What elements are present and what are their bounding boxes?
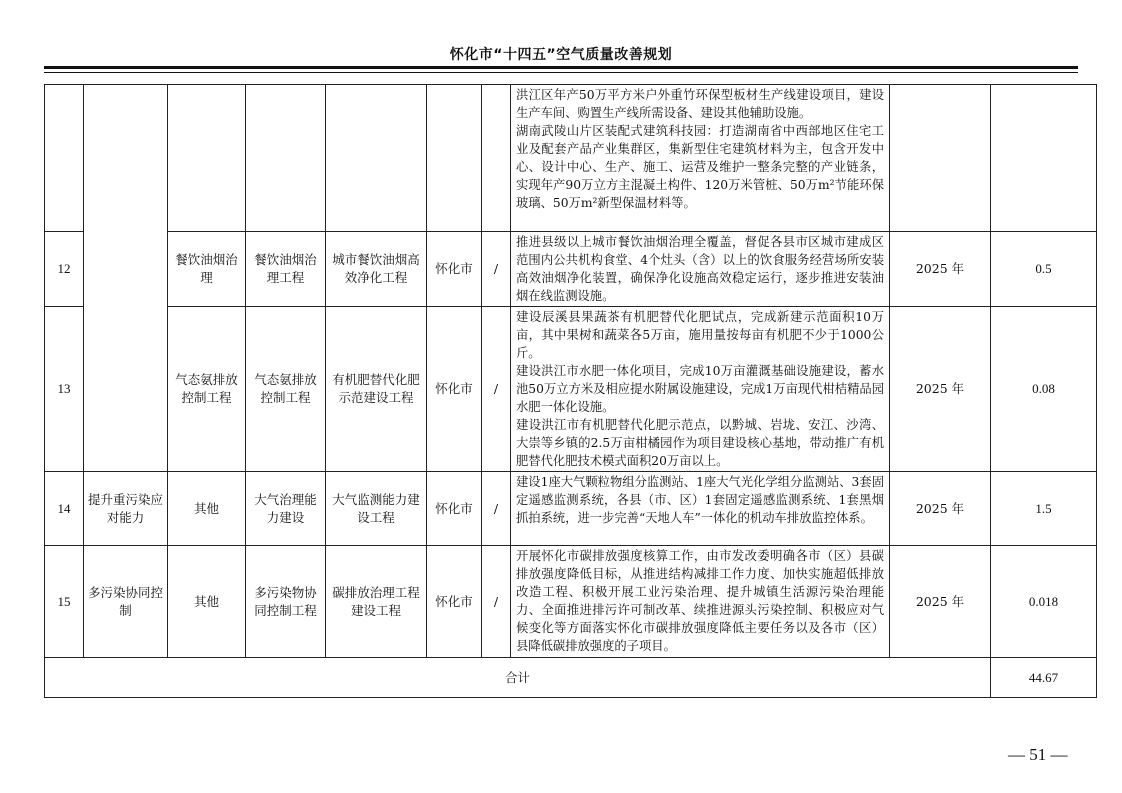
total-row (45, 658, 1097, 698)
investment-cell: 0.018 (991, 546, 1097, 658)
table-row (45, 232, 1097, 307)
year-cell (890, 85, 991, 232)
project-cell: 碳排放治理工程建设工程 (326, 546, 427, 658)
subcategory-cell (246, 85, 326, 232)
measure-cell (168, 85, 246, 232)
row-number: 14 (45, 472, 84, 546)
location-cell: 怀化市 (427, 307, 482, 472)
content-paragraph: 推进县级以上城市餐饮油烟治理全覆盖，督促各县市区城市建成区范围内公共机构食堂、4个灶头（含）以上的饮食服务经营场所安装高效油烟净化装置，确保净化设施高效稳定运行，逐步推进安装油烟在线监测设施。 (516, 235, 884, 303)
row-number: 13 (45, 307, 84, 472)
year-cell: 2025 年 (890, 472, 991, 546)
measure-cell: 其他 (168, 546, 246, 658)
table-row (45, 472, 1097, 546)
measure-cell: 其他 (168, 472, 246, 546)
location-cell: 怀化市 (427, 546, 482, 658)
subcategory-cell: 餐饮油烟治理工程 (246, 232, 326, 307)
project-cell: 城市餐饮油烟高效净化工程 (326, 232, 427, 307)
investment-cell (991, 85, 1097, 232)
content-paragraph: 湖南武陵山片区装配式建筑科技园：打造湖南省中西部地区住宅工业及配套产品产业集群区，集新型住宅建筑材料为主，包含开发中心、设计中心、生产、施工、运营及维护一整条完整的产业链条，实现年产90万立方主混凝土构件、120万米管桩、50万m²节能环保玻璃、50万m²新型保温材料等。 (516, 124, 884, 210)
location-cell (427, 85, 482, 232)
page-number: — 51 — (1008, 745, 1068, 764)
slash-cell: / (482, 307, 511, 472)
investment-cell: 0.08 (991, 307, 1097, 472)
measure-cell: 气态氨排放控制工程 (168, 307, 246, 472)
content-paragraph: 建设辰溪县果蔬茶有机肥替代化肥试点，完成新建示范面积10万亩，其中果树和蔬菜各5万亩，施用量按每亩有机肥不少于1000公斤。 (516, 310, 884, 360)
category-cell: 多污染协同控制 (84, 546, 168, 658)
category-cell: 提升重污染应对能力 (84, 472, 168, 546)
content-cell (511, 232, 890, 307)
year-cell: 2025 年 (890, 546, 991, 658)
project-cell (326, 85, 427, 232)
table-row-continuation (45, 85, 1097, 232)
content-paragraph: 建设洪江市有机肥替代化肥示范点，以黔城、岩垅、安江、沙湾、大崇等乡镇的2.5万亩柑橘园作为项目建设核心基地，带动推广有机肥替代化肥技术模式面积20万亩以上。 (516, 418, 884, 468)
total-label: 合计 (45, 658, 991, 698)
no-cell (45, 85, 84, 232)
slash-cell: / (482, 546, 511, 658)
page-title: 怀化市“十四五”空气质量改善规划 (449, 47, 673, 63)
subcategory-cell: 大气治理能力建设 (246, 472, 326, 546)
investment-cell: 0.5 (991, 232, 1097, 307)
row-number: 12 (45, 232, 84, 307)
table-row (45, 546, 1097, 658)
category-cell (84, 85, 168, 472)
project-cell: 有机肥替代化肥示范建设工程 (326, 307, 427, 472)
content-cell (511, 85, 890, 232)
content-cell (511, 546, 890, 658)
year-cell: 2025 年 (890, 307, 991, 472)
content-paragraph: 洪江区年产50万平方米户外重竹环保型板材生产线建设项目，建设生产车间、购置生产线所需设备、建设其他辅助设施。 (516, 88, 884, 120)
slash-cell (482, 85, 511, 232)
total-value: 44.67 (991, 658, 1097, 698)
content-cell (511, 307, 890, 472)
year-cell: 2025 年 (890, 232, 991, 307)
content-cell (511, 472, 890, 546)
content-paragraph: 开展怀化市碳排放强度核算工作，由市发改委明确各市（区）县碳排放强度降低目标，从推进结构减排工作力度、加快实施超低排放改造工程、积极开展工业污染治理、提升城镇生活源污染治理能力、全面推进排污许可制改革、续推进源头污染控制、积极应对气候变化等方面落实怀化市碳排放强度降低主要任务以及各市（区）县降低碳排放强度的子项目。 (516, 549, 884, 653)
header-rule-thin (44, 72, 1078, 73)
table-row (45, 307, 1097, 472)
header-rule-thick (44, 66, 1078, 69)
content-paragraph: 建设1座大气颗粒物组分监测站、1座大气光化学组分监测站、3套固定遥感监测系统，各县（市、区）1套固定遥感监测系统、1套黑烟抓拍系统，进一步完善“天地人车”一体化的机动车排放监控体系。 (516, 475, 884, 525)
slash-cell: / (482, 232, 511, 307)
investment-cell: 1.5 (991, 472, 1097, 546)
project-cell: 大气监测能力建设工程 (326, 472, 427, 546)
location-cell: 怀化市 (427, 472, 482, 546)
subcategory-cell: 气态氨排放控制工程 (246, 307, 326, 472)
measure-cell: 餐饮油烟治理 (168, 232, 246, 307)
project-table (44, 84, 1097, 698)
row-number: 15 (45, 546, 84, 658)
location-cell: 怀化市 (427, 232, 482, 307)
content-paragraph: 建设洪江市水肥一体化项目，完成10万亩灌溉基础设施建设，蓄水池50万立方米及相应提水附属设施建设，完成1万亩现代柑桔精品园水肥一体化设施。 (516, 364, 884, 414)
slash-cell: / (482, 472, 511, 546)
subcategory-cell: 多污染物协同控制工程 (246, 546, 326, 658)
